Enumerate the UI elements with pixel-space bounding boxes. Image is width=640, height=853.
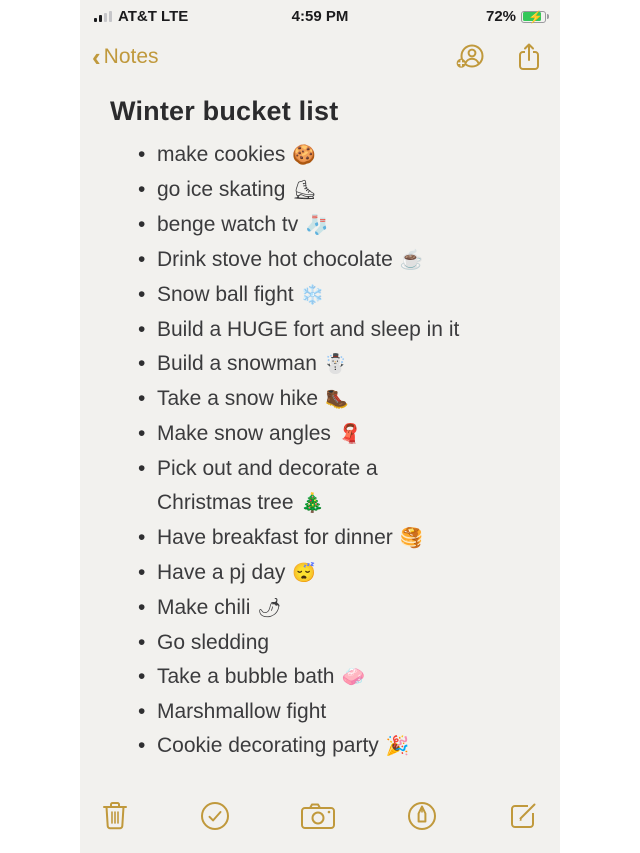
list-item[interactable] bbox=[110, 173, 534, 208]
nav-bar bbox=[80, 26, 560, 74]
list-item-text: Drink stove hot chocolate bbox=[157, 248, 393, 271]
list-item[interactable] bbox=[110, 417, 534, 452]
list-item-emoji: 🥾 bbox=[325, 389, 349, 410]
bullet-dot: • bbox=[138, 352, 146, 375]
checklist-button[interactable] bbox=[198, 799, 232, 833]
bullet-dot: • bbox=[138, 248, 146, 271]
list-item-text: Build a HUGE fort and sleep in it bbox=[157, 318, 460, 341]
list-item-text: Make chili bbox=[157, 596, 251, 619]
list-item-text: Have breakfast for dinner bbox=[157, 526, 393, 549]
cell-signal-icon bbox=[94, 11, 112, 22]
list-item[interactable] bbox=[110, 660, 534, 695]
markup-pen-icon bbox=[405, 799, 439, 833]
list-item-emoji: ❄️ bbox=[300, 285, 325, 306]
battery-percent: 72% bbox=[485, 8, 517, 25]
bullet-dot: • bbox=[138, 631, 146, 654]
bullet-dot: • bbox=[138, 700, 146, 723]
list-item-emoji: 🧦 bbox=[305, 215, 329, 236]
list-item-emoji: 🥞 bbox=[399, 528, 424, 549]
bullet-dot: • bbox=[138, 561, 146, 584]
carrier-label: AT&T LTE bbox=[118, 8, 189, 25]
list-item[interactable] bbox=[110, 626, 534, 660]
camera-button[interactable] bbox=[299, 800, 337, 832]
bullet-dot: • bbox=[138, 734, 146, 757]
list-item[interactable] bbox=[110, 278, 534, 313]
compose-button[interactable] bbox=[506, 799, 540, 833]
list-item[interactable] bbox=[110, 243, 534, 278]
bullet-dot: • bbox=[138, 526, 146, 549]
list-item-text: go ice skating bbox=[157, 178, 286, 201]
list-item-emoji: ⛸ bbox=[292, 180, 317, 201]
bottom-toolbar bbox=[80, 787, 560, 853]
back-button-label: Notes bbox=[103, 45, 159, 68]
bucket-list bbox=[110, 138, 534, 764]
bullet-dot: • bbox=[138, 283, 146, 306]
list-item-emoji: 😴 bbox=[292, 563, 317, 584]
compose-icon bbox=[506, 799, 540, 833]
notes-app-screenshot bbox=[80, 0, 560, 853]
check-circle-icon bbox=[198, 799, 232, 833]
list-item-text: Marshmallow fight bbox=[157, 700, 327, 723]
bullet-dot: • bbox=[138, 665, 146, 688]
status-bar bbox=[80, 0, 560, 26]
list-item-text: Cookie decorating party bbox=[157, 734, 379, 757]
list-item-text: Pick out and decorate a bbox=[157, 457, 378, 480]
list-item[interactable] bbox=[110, 313, 534, 347]
list-item-text: Go sledding bbox=[157, 631, 270, 654]
list-item-emoji: ☃️ bbox=[323, 354, 348, 375]
list-item-emoji: 🎄 bbox=[300, 493, 325, 514]
list-item[interactable] bbox=[110, 591, 534, 626]
bullet-dot: • bbox=[138, 596, 146, 619]
list-item-text: Christmas tree bbox=[157, 491, 294, 514]
list-item[interactable] bbox=[110, 695, 534, 729]
list-item[interactable] bbox=[110, 521, 534, 556]
bullet-dot: • bbox=[138, 422, 146, 445]
bullet-dot: • bbox=[138, 143, 146, 166]
note-content[interactable] bbox=[80, 74, 560, 764]
bullet-dot: • bbox=[138, 457, 146, 480]
camera-icon bbox=[299, 800, 337, 832]
bullet-dot: • bbox=[138, 387, 146, 410]
list-item-text: Build a snowman bbox=[157, 352, 317, 375]
list-item-text: Have a pj day bbox=[157, 561, 286, 584]
battery-charging-icon: ⚡ bbox=[521, 11, 546, 23]
list-item-text: Make snow angles bbox=[157, 422, 331, 445]
list-item-emoji: ☕ bbox=[399, 250, 424, 271]
list-item-emoji: 🧣 bbox=[337, 424, 362, 445]
list-item[interactable] bbox=[110, 208, 534, 243]
list-item-emoji: 🍪 bbox=[292, 145, 317, 166]
list-item-emoji: 🌶 bbox=[257, 598, 282, 619]
list-item-text: Take a bubble bath bbox=[157, 665, 335, 688]
list-item-emoji: 🧼 bbox=[341, 667, 366, 688]
list-item-text: make cookies bbox=[157, 143, 286, 166]
note-title[interactable]: Winter bucket list bbox=[110, 96, 339, 126]
markup-button[interactable] bbox=[405, 799, 439, 833]
trash-icon bbox=[100, 799, 130, 833]
list-item-text: Snow ball fight bbox=[157, 283, 294, 306]
delete-note-button[interactable] bbox=[100, 799, 130, 833]
share-button[interactable] bbox=[516, 42, 542, 72]
chevron-left-icon: ‹ bbox=[92, 42, 101, 72]
list-item-text: benge watch tv bbox=[157, 213, 299, 236]
person-add-icon bbox=[453, 43, 486, 71]
bullet-dot: • bbox=[138, 213, 146, 236]
list-item[interactable] bbox=[110, 556, 534, 591]
list-item[interactable] bbox=[110, 347, 534, 382]
back-to-notes-button[interactable] bbox=[92, 42, 159, 72]
share-icon bbox=[516, 42, 542, 72]
list-item[interactable] bbox=[110, 138, 534, 173]
list-item[interactable] bbox=[110, 486, 534, 521]
bullet-dot: • bbox=[138, 318, 146, 341]
list-item-emoji: 🎉 bbox=[385, 736, 410, 757]
add-people-button[interactable] bbox=[453, 43, 486, 71]
clock-time: 4:59 PM bbox=[291, 8, 349, 25]
list-item[interactable] bbox=[110, 729, 534, 764]
list-item[interactable] bbox=[110, 452, 534, 486]
list-item[interactable] bbox=[110, 382, 534, 417]
list-item-text: Take a snow hike bbox=[157, 387, 319, 410]
bullet-dot: • bbox=[138, 178, 146, 201]
